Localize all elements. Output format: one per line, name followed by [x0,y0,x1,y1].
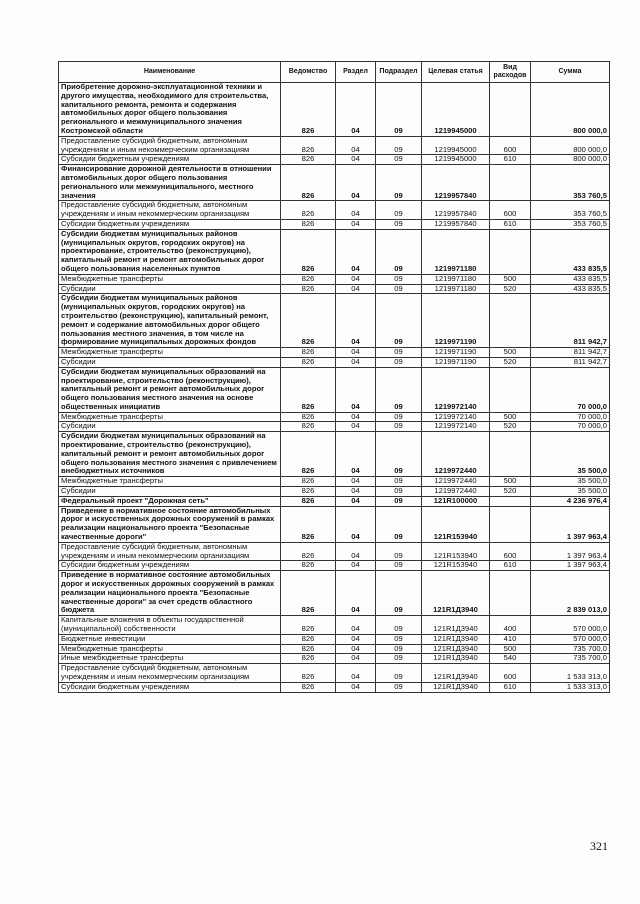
table-body [59,83,610,693]
row-name: Предоставление субсидий бюджетным, автономным учреждениям и иным некоммерческим организациям [59,542,281,561]
row-expense-type: 600 [490,201,531,220]
row-name: Субсидии [59,284,281,294]
row-amount: 800 000,0 [531,136,610,155]
row-name: Межбюджетные трансферты [59,348,281,358]
row-department: 826 [281,348,336,358]
row-target-item: 121R1Д3940 [422,654,490,664]
row-amount: 70 000,0 [531,422,610,432]
row-section: 04 [336,542,376,561]
row-target-item: 121R1Д3940 [422,634,490,644]
row-expense-type: 500 [490,477,531,487]
row-section: 04 [336,654,376,664]
row-subsection: 09 [376,682,422,692]
row-amount: 570 000,0 [531,616,610,635]
row-amount: 811 942,7 [531,294,610,348]
row-subsection: 09 [376,496,422,506]
row-department: 826 [281,83,336,137]
row-department: 826 [281,561,336,571]
row-section: 04 [336,219,376,229]
row-target-item: 1219972140 [422,422,490,432]
header-department: Ведомство [281,62,336,83]
row-target-item: 121R1Д3940 [422,682,490,692]
row-department: 826 [281,284,336,294]
row-expense-type: 500 [490,348,531,358]
table-row [59,542,610,561]
header-row [59,62,610,83]
row-department: 826 [281,496,336,506]
row-department: 826 [281,229,336,274]
row-expense-type: 610 [490,561,531,571]
row-name: Финансирование дорожной деятельности в отношении автомобильных дорог общего пользования регионального или межмуниципального, местного значения [59,165,281,201]
row-target-item: 121R1Д3940 [422,664,490,683]
row-name: Приведение в нормативное состояние автомобильных дорог и искусственных дорожных сооружений в рамках реализации национального проекта "Безопасные качественные дороги" [59,506,281,542]
table-header [59,62,610,83]
row-section: 04 [336,422,376,432]
row-section: 04 [336,348,376,358]
header-section: Раздел [336,62,376,83]
row-amount: 800 000,0 [531,155,610,165]
row-subsection: 09 [376,477,422,487]
row-expense-type: 540 [490,654,531,664]
row-subsection: 09 [376,412,422,422]
row-target-item: 1219971180 [422,284,490,294]
row-amount: 433 835,5 [531,229,610,274]
row-subsection: 09 [376,542,422,561]
row-name: Капитальные вложения в объекты государственной (муниципальной) собственности [59,616,281,635]
row-name: Федеральный проект "Дорожная сеть" [59,496,281,506]
row-target-item: 1219972140 [422,367,490,412]
row-department: 826 [281,136,336,155]
row-subsection: 09 [376,506,422,542]
row-section: 04 [336,487,376,497]
row-name: Субсидии бюджетным учреждениям [59,219,281,229]
row-name: Приобретение дорожно-эксплуатационной техники и другого имущества, необходимого для строительства, капитального ремонта, ремонта и содержания автомобильных дорог общего пользования регионального и межмуниципального значения Костромской области [59,83,281,137]
row-subsection: 09 [376,229,422,274]
row-expense-type: 520 [490,357,531,367]
row-department: 826 [281,432,336,477]
row-expense-type [490,496,531,506]
row-amount: 811 942,7 [531,348,610,358]
table-row [59,229,610,274]
table-row [59,357,610,367]
row-target-item: 1219957840 [422,201,490,220]
table-row [59,506,610,542]
row-section: 04 [336,294,376,348]
row-department: 826 [281,616,336,635]
row-section: 04 [336,165,376,201]
row-name: Межбюджетные трансферты [59,477,281,487]
row-department: 826 [281,412,336,422]
row-name: Субсидии бюджетным учреждениям [59,155,281,165]
row-department: 826 [281,294,336,348]
row-department: 826 [281,542,336,561]
row-expense-type: 520 [490,422,531,432]
row-expense-type: 520 [490,284,531,294]
row-expense-type [490,83,531,137]
row-amount: 433 835,5 [531,284,610,294]
row-section: 04 [336,682,376,692]
budget-table [58,61,610,693]
table-row [59,201,610,220]
row-subsection: 09 [376,155,422,165]
row-expense-type: 600 [490,136,531,155]
row-amount: 2 839 013,0 [531,571,610,616]
row-name: Межбюджетные трансферты [59,412,281,422]
row-expense-type: 600 [490,542,531,561]
row-target-item: 1219971180 [422,274,490,284]
row-target-item: 1219972440 [422,487,490,497]
row-department: 826 [281,682,336,692]
header-name: Наименование [59,62,281,83]
row-section: 04 [336,571,376,616]
row-target-item: 121R153940 [422,542,490,561]
row-expense-type: 610 [490,682,531,692]
row-department: 826 [281,477,336,487]
row-department: 826 [281,654,336,664]
row-amount: 1 397 963,4 [531,542,610,561]
row-expense-type [490,165,531,201]
row-amount: 433 835,5 [531,274,610,284]
row-department: 826 [281,201,336,220]
row-subsection: 09 [376,654,422,664]
row-expense-type [490,229,531,274]
row-name: Субсидии [59,357,281,367]
table-row [59,136,610,155]
row-name: Межбюджетные трансферты [59,274,281,284]
row-subsection: 09 [376,201,422,220]
row-section: 04 [336,357,376,367]
row-target-item: 1219972140 [422,412,490,422]
row-name: Субсидии бюджетам муниципальных образований на проектирование, строительство (реконструкцию), капитальный ремонт и ремонт автомобильных дорог общего пользования местного значения на основе общественных инициатив [59,367,281,412]
row-subsection: 09 [376,274,422,284]
row-department: 826 [281,165,336,201]
row-expense-type [490,367,531,412]
row-department: 826 [281,571,336,616]
page-number: 321 [590,839,608,853]
row-amount: 1 533 313,0 [531,682,610,692]
row-subsection: 09 [376,616,422,635]
row-amount: 1 397 963,4 [531,506,610,542]
row-target-item: 1219971180 [422,229,490,274]
row-target-item: 1219957840 [422,219,490,229]
table-row [59,367,610,412]
row-expense-type: 610 [490,155,531,165]
row-amount: 35 500,0 [531,477,610,487]
row-department: 826 [281,155,336,165]
row-expense-type: 500 [490,274,531,284]
row-expense-type: 600 [490,664,531,683]
row-name: Субсидии [59,487,281,497]
row-subsection: 09 [376,165,422,201]
row-section: 04 [336,274,376,284]
row-amount: 353 760,5 [531,219,610,229]
table-row [59,432,610,477]
row-subsection: 09 [376,367,422,412]
row-section: 04 [336,496,376,506]
row-expense-type [490,294,531,348]
row-name: Иные межбюджетные трансферты [59,654,281,664]
row-section: 04 [336,412,376,422]
row-name: Субсидии бюджетам муниципальных районов (муниципальных округов, городских округов) на строительство (реконструкцию), капитальный ремонт, ремонт и содержание автомобильных дорог общего пользования местного значения, в том числе на формирование муниципальных дорожных фондов [59,294,281,348]
row-target-item: 1219972440 [422,477,490,487]
row-subsection: 09 [376,83,422,137]
row-amount: 70 000,0 [531,412,610,422]
row-name: Межбюджетные трансферты [59,644,281,654]
row-department: 826 [281,219,336,229]
row-name: Предоставление субсидий бюджетным, автономным учреждениям и иным некоммерческим организациям [59,201,281,220]
row-target-item: 1219945000 [422,83,490,137]
row-amount: 353 760,5 [531,165,610,201]
row-name: Субсидии бюджетам муниципальных районов (муниципальных округов, городских округов) на проектирование, строительство (реконструкцию), капитальный ремонт и ремонт автомобильных дорог общего пользования населенных пунктов [59,229,281,274]
row-expense-type: 410 [490,634,531,644]
table-row [59,348,610,358]
table-row [59,274,610,284]
row-section: 04 [336,644,376,654]
row-section: 04 [336,201,376,220]
row-section: 04 [336,664,376,683]
row-section: 04 [336,367,376,412]
row-target-item: 121R153940 [422,561,490,571]
row-target-item: 1219971190 [422,348,490,358]
row-expense-type [490,571,531,616]
row-department: 826 [281,664,336,683]
row-section: 04 [336,506,376,542]
row-department: 826 [281,357,336,367]
row-target-item: 121R153940 [422,506,490,542]
row-amount: 1 533 313,0 [531,664,610,683]
row-department: 826 [281,634,336,644]
header-expense-type: Вид расходов [490,62,531,83]
row-subsection: 09 [376,571,422,616]
row-subsection: 09 [376,348,422,358]
header-subsection: Подраздел [376,62,422,83]
header-amount: Сумма [531,62,610,83]
row-department: 826 [281,644,336,654]
row-target-item: 1219945000 [422,136,490,155]
row-section: 04 [336,634,376,644]
table-row [59,496,610,506]
row-amount: 35 500,0 [531,487,610,497]
row-expense-type: 400 [490,616,531,635]
row-target-item: 121R1Д3940 [422,616,490,635]
table-row [59,664,610,683]
row-subsection: 09 [376,357,422,367]
header-target-item: Целевая статья [422,62,490,83]
row-amount: 1 397 963,4 [531,561,610,571]
row-expense-type: 500 [490,412,531,422]
row-subsection: 09 [376,422,422,432]
row-expense-type [490,506,531,542]
row-subsection: 09 [376,219,422,229]
row-amount: 35 500,0 [531,432,610,477]
row-section: 04 [336,229,376,274]
row-name: Предоставление субсидий бюджетным, автономным учреждениям и иным некоммерческим организациям [59,136,281,155]
row-section: 04 [336,561,376,571]
row-subsection: 09 [376,136,422,155]
row-target-item: 121R100000 [422,496,490,506]
row-subsection: 09 [376,284,422,294]
row-name: Предоставление субсидий бюджетным, автономным учреждениям и иным некоммерческим организациям [59,664,281,683]
row-target-item: 1219971190 [422,294,490,348]
row-amount: 4 236 976,4 [531,496,610,506]
row-amount: 811 942,7 [531,357,610,367]
row-section: 04 [336,432,376,477]
table-row [59,165,610,201]
row-name: Субсидии бюджетным учреждениям [59,682,281,692]
row-department: 826 [281,487,336,497]
row-amount: 570 000,0 [531,634,610,644]
row-expense-type: 500 [490,644,531,654]
row-subsection: 09 [376,644,422,654]
row-target-item: 1219957840 [422,165,490,201]
row-amount: 735 700,0 [531,644,610,654]
row-section: 04 [336,284,376,294]
table-row [59,477,610,487]
row-department: 826 [281,422,336,432]
row-expense-type: 610 [490,219,531,229]
row-subsection: 09 [376,561,422,571]
row-subsection: 09 [376,294,422,348]
row-subsection: 09 [376,432,422,477]
row-subsection: 09 [376,634,422,644]
row-department: 826 [281,506,336,542]
row-amount: 353 760,5 [531,201,610,220]
row-target-item: 1219945000 [422,155,490,165]
table-row [59,83,610,137]
table-row [59,634,610,644]
row-department: 826 [281,367,336,412]
table-row [59,682,610,692]
table-row [59,487,610,497]
row-section: 04 [336,477,376,487]
row-name: Субсидии бюджетным учреждениям [59,561,281,571]
row-name: Приведение в нормативное состояние автомобильных дорог и искусственных дорожных сооружений в рамках реализации национального проекта "Безопасные качественные дороги" за счет средств областного бюджета [59,571,281,616]
row-section: 04 [336,83,376,137]
row-target-item: 121R1Д3940 [422,571,490,616]
row-section: 04 [336,136,376,155]
table-row [59,219,610,229]
row-amount: 70 000,0 [531,367,610,412]
row-target-item: 1219971190 [422,357,490,367]
row-section: 04 [336,155,376,165]
table-row [59,294,610,348]
table-row [59,616,610,635]
row-subsection: 09 [376,487,422,497]
row-expense-type [490,432,531,477]
table-row [59,571,610,616]
row-name: Бюджетные инвестиции [59,634,281,644]
row-target-item: 121R1Д3940 [422,644,490,654]
row-subsection: 09 [376,664,422,683]
row-department: 826 [281,274,336,284]
table-row [59,412,610,422]
row-name: Субсидии [59,422,281,432]
row-name: Субсидии бюджетам муниципальных образований на проектирование, строительство (реконструкцию), капитальный ремонт и ремонт автомобильных дорог общего пользования местного значения с привлечением внебюджетных источников [59,432,281,477]
row-target-item: 1219972440 [422,432,490,477]
row-amount: 800 000,0 [531,83,610,137]
row-amount: 735 700,0 [531,654,610,664]
row-section: 04 [336,616,376,635]
row-expense-type: 520 [490,487,531,497]
